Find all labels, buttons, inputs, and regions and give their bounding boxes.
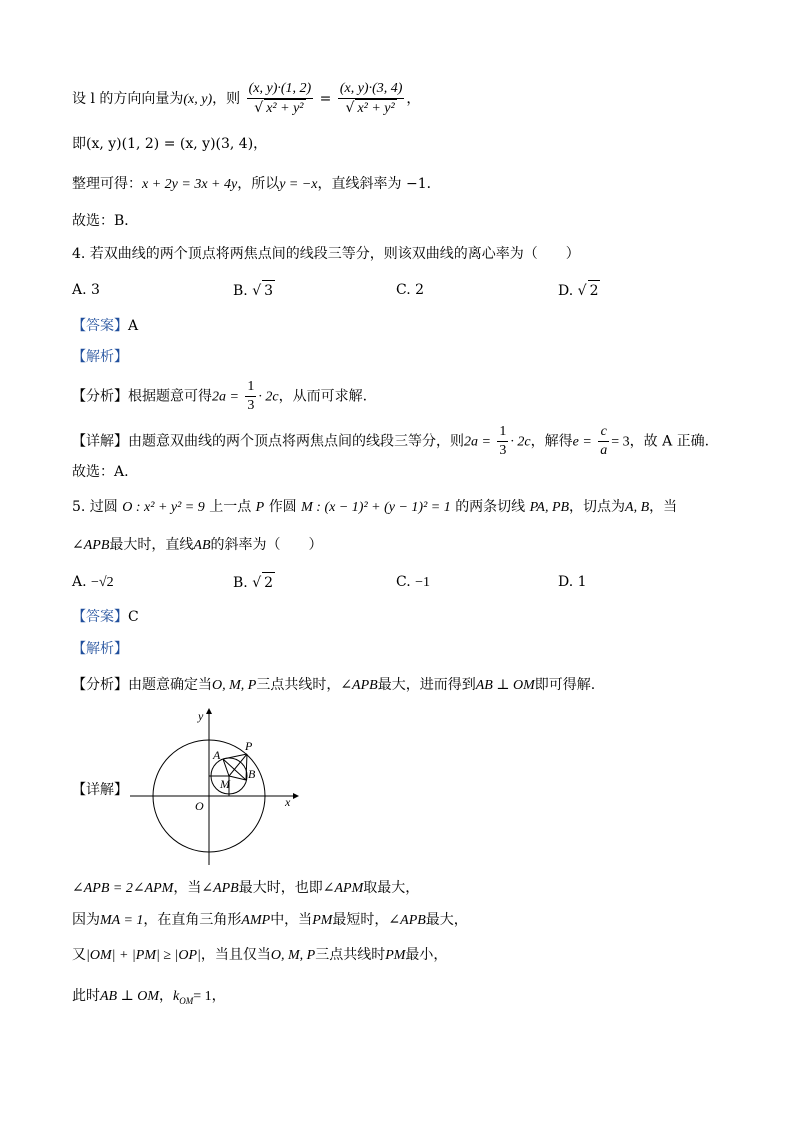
q5-detail-line1: ∠APB = 2∠APM，当∠APB最大时，也即∠APM取最大，: [72, 880, 420, 896]
q4-analysis-tag: 【解析】: [72, 349, 128, 365]
q4-answer: 【答案】A: [72, 318, 139, 334]
fraction-1: $\frac{(x, y)\cdot(1, 2)}{\text{√ x² + y²}}$: [248, 81, 312, 116]
sol3-conclusion: 故选：B．: [72, 213, 139, 229]
sol3-line1: 设 l 的方向向量为(x, y)，则 $\frac{(x, y)\cdot(1, 2)}{\text{√ x² + y²}}$ = $\frac{(x, y)\cdot(3, 4)}{\text{√ x² + y²}}$ ，: [72, 81, 421, 116]
q5-detail-line3: 又|OM| + |PM| ≥ |OP|，当且仅当O, M, P三点共线时PM最小，: [72, 947, 448, 963]
geometry-figure: [125, 702, 305, 872]
q4-stem: 4. 若双曲线的两个顶点将两焦点间的线段三等分，则该双曲线的离心率为（ ）: [72, 246, 580, 262]
q4-fenxi: 【分析】根据题意可得2a = $\frac{1}{3}$ · 2c，从而可求解.: [72, 379, 368, 413]
fraction-c-over-a: $\frac{c}{a}$: [600, 424, 608, 458]
q4-option-b: B. √ 3: [233, 280, 275, 301]
y-axis-arrow: [206, 708, 212, 714]
q5-detail-line2: 因为MA = 1，在直角三角形AMP中，当PM最短时，∠APB最大，: [72, 912, 468, 928]
fraction-2: $\frac{(x, y)\cdot(3, 4)}{\text{√ x² + y²}}$: [339, 81, 403, 116]
point-M-label: M: [220, 777, 230, 791]
point-A-label: A: [213, 748, 221, 762]
q5-option-d: D. 1: [558, 574, 587, 590]
q5-stem-line1: 5. 过圆 O : x² + y² = 9 上一点 P 作圆 M : (x − 1)² + (y − 1)² = 1 的两条切线 PA, PB，切点为A, B，当: [72, 499, 678, 515]
q4-option-a: A. 3: [72, 282, 100, 298]
fraction-one-third-2: $\frac{1}{3}$: [499, 424, 507, 458]
sol3-line3: 整理可得：x + 2y = 3x + 4y，所以y = −x，直线斜率为 −1．: [72, 176, 441, 192]
x-axis-label: x: [285, 795, 291, 809]
q4-option-d: D. √ 2: [558, 280, 600, 301]
q5-stem-line2: ∠APB最大时，直线AB的斜率为（ ）: [72, 537, 323, 553]
q5-detail-line4: 此时AB ⊥ OM，$k_{OM}= 1$，: [72, 988, 226, 1006]
q5-fenxi: 【分析】由题意确定当O, M, P三点共线时，∠APB最大，进而得到AB ⊥ OM即可得解.: [72, 677, 596, 693]
sol3-line2: 即(x, y)(1, 2) = (x, y)(3, 4)，: [72, 136, 268, 152]
q5-xiangjie-tag: 【详解】: [72, 782, 128, 798]
x-axis-arrow: [293, 793, 299, 799]
q4-conclusion: 故选：A.: [72, 464, 129, 480]
point-P-label: P: [245, 739, 253, 753]
fraction-one-third: $\frac{1}{3}$: [247, 379, 255, 413]
q4-xiangjie: 【详解】由题意双曲线的两个顶点将两焦点间的线段三等分，则2a = $\frac{1}{3}$ · 2c，解得e = $\frac{c}{a}$ = 3，故 A 正确.: [72, 424, 710, 458]
point-B-label: B: [248, 767, 256, 781]
origin-label: O: [195, 799, 204, 813]
q4-option-c: C. 2: [396, 282, 425, 298]
q5-option-c: C. −1: [396, 574, 431, 590]
q5-option-a: A. −√2: [72, 574, 114, 590]
q5-option-b: B. √ 2: [233, 572, 275, 593]
q5-answer: 【答案】C: [72, 609, 139, 625]
y-axis-label: y: [198, 709, 204, 723]
q5-analysis-tag: 【解析】: [72, 641, 128, 657]
